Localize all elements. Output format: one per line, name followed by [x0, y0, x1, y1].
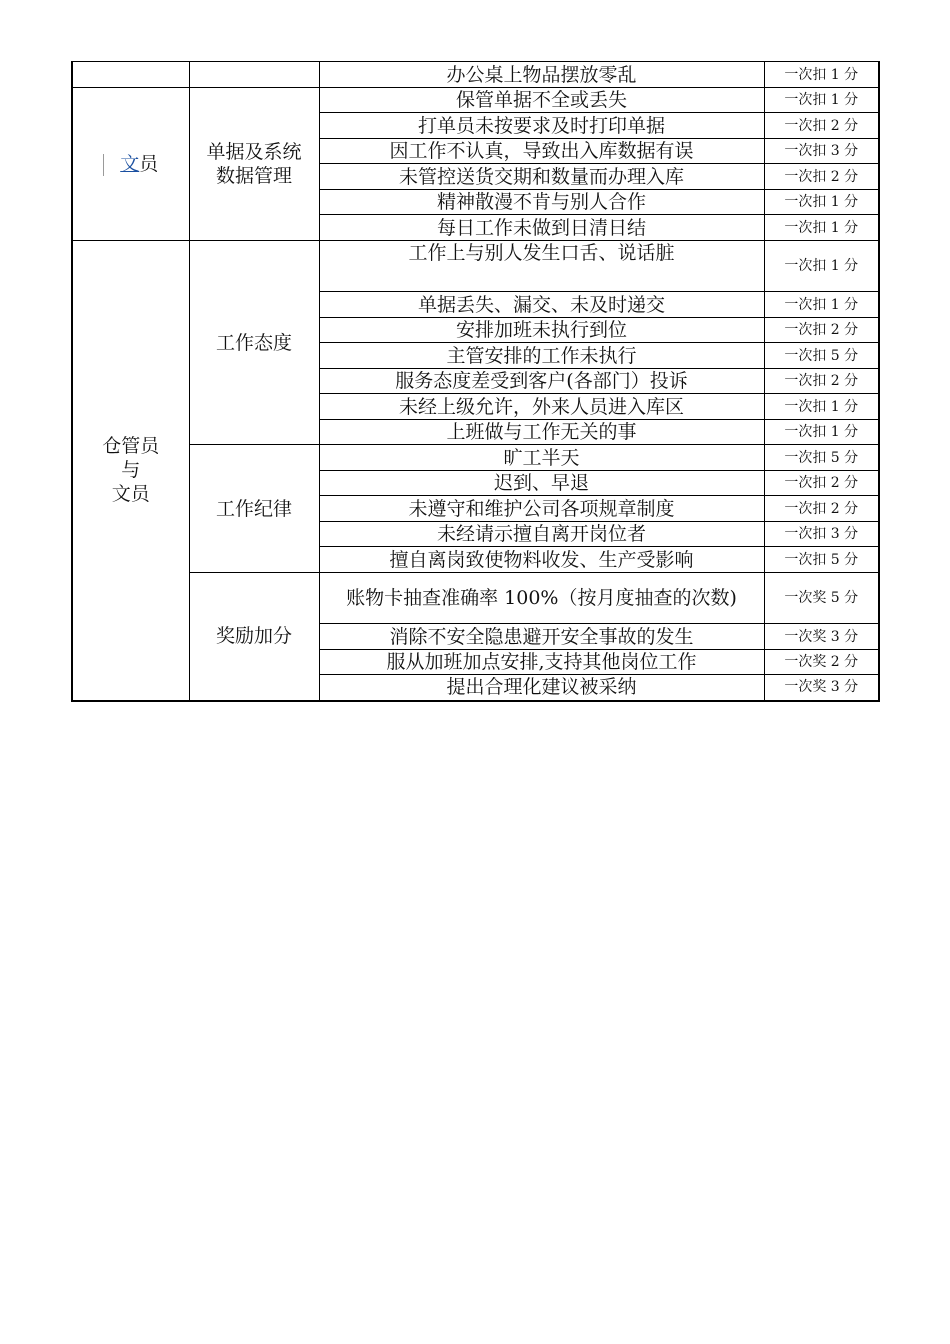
item-text: 办公桌上物品摆放零乱	[319, 62, 764, 88]
item-score: 一次奖 5 分	[764, 573, 879, 624]
item-score: 一次扣 5 分	[764, 445, 879, 471]
group-label: 奖励加分	[215, 625, 292, 648]
category-line3: 文员	[111, 483, 150, 506]
category-link-text[interactable]: 文	[120, 153, 140, 175]
item-text: 主管安排的工作未执行	[319, 343, 764, 369]
item-score: 一次扣 2 分	[764, 471, 879, 496]
category-cell-empty	[72, 62, 189, 88]
group-label: 工作纪律	[215, 497, 292, 520]
item-text: 未管控送货交期和数量而办理入库	[319, 164, 764, 190]
category-line2: 与	[121, 459, 141, 482]
item-score: 一次扣 5 分	[764, 343, 879, 369]
item-text: 未经上级允许，外来人员进入库区	[319, 394, 764, 420]
group-cell-rewards	[189, 573, 319, 701]
item-score: 一次奖 3 分	[764, 675, 879, 701]
category-line1: 仓管员	[102, 435, 160, 458]
item-score: 一次扣 1 分	[764, 394, 879, 420]
item-score: 一次扣 2 分	[764, 496, 879, 522]
group-label-line1: 单据及系统	[206, 141, 302, 163]
item-text: 单据丢失、漏交、未及时递交	[319, 292, 764, 318]
category-cell-clerk	[72, 88, 189, 241]
item-text: 上班做与工作无关的事	[319, 420, 764, 445]
item-score: 一次扣 2 分	[764, 369, 879, 394]
item-score: 一次奖 2 分	[764, 650, 879, 675]
item-score: 一次扣 1 分	[764, 420, 879, 445]
item-text: 消除不安全隐患避开安全事故的发生	[319, 624, 764, 650]
group-cell-discipline	[189, 445, 319, 573]
group-cell-empty	[189, 62, 319, 88]
item-text: 擅自离岗致使物料收发、生产受影响	[319, 547, 764, 573]
item-text: 工作上与别人发生口舌、说话脏	[319, 241, 764, 292]
category-text: 员	[139, 153, 159, 175]
item-score: 一次奖 3 分	[764, 624, 879, 650]
item-score: 一次扣 1 分	[764, 241, 879, 292]
item-text: 因工作不认真，导致出入库数据有误	[319, 139, 764, 164]
item-text: 旷工半天	[319, 445, 764, 471]
group-label-line2: 数据管理	[215, 165, 292, 187]
item-score: 一次扣 1 分	[764, 215, 879, 241]
group-cell-attitude	[189, 241, 319, 445]
item-text: 账物卡抽查准确率 100%（按月度抽查的次数)	[319, 573, 764, 624]
item-text: 每日工作未做到日清日结	[319, 215, 764, 241]
item-text: 未遵守和维护公司各项规章制度	[319, 496, 764, 522]
item-score: 一次扣 2 分	[764, 164, 879, 190]
item-text: 保管单据不全或丢失	[319, 88, 764, 113]
item-score: 一次扣 2 分	[764, 113, 879, 139]
group-label: 工作态度	[215, 331, 292, 354]
item-text: 迟到、早退	[319, 471, 764, 496]
item-text: 精神散漫不肯与别人合作	[319, 190, 764, 215]
item-score: 一次扣 1 分	[764, 190, 879, 215]
item-score: 一次扣 3 分	[764, 522, 879, 547]
item-text: 提出合理化建议被采纳	[319, 675, 764, 701]
item-text: 未经请示擅自离开岗位者	[319, 522, 764, 547]
item-score: 一次扣 5 分	[764, 547, 879, 573]
item-score: 一次扣 1 分	[764, 62, 879, 88]
item-text: 服从加班加点安排,支持其他岗位工作	[319, 650, 764, 675]
item-score: 一次扣 2 分	[764, 318, 879, 343]
item-text: 服务态度差受到客户(各部门）投诉	[319, 369, 764, 394]
group-cell-documents	[189, 88, 319, 241]
item-score: 一次扣 1 分	[764, 88, 879, 113]
item-score: 一次扣 3 分	[764, 139, 879, 164]
text-cursor	[103, 154, 104, 176]
category-cell-warehouse-and-clerk	[72, 241, 189, 701]
assessment-table	[71, 61, 880, 702]
item-score: 一次扣 1 分	[764, 292, 879, 318]
item-text: 打单员未按要求及时打印单据	[319, 113, 764, 139]
item-text: 安排加班未执行到位	[319, 318, 764, 343]
